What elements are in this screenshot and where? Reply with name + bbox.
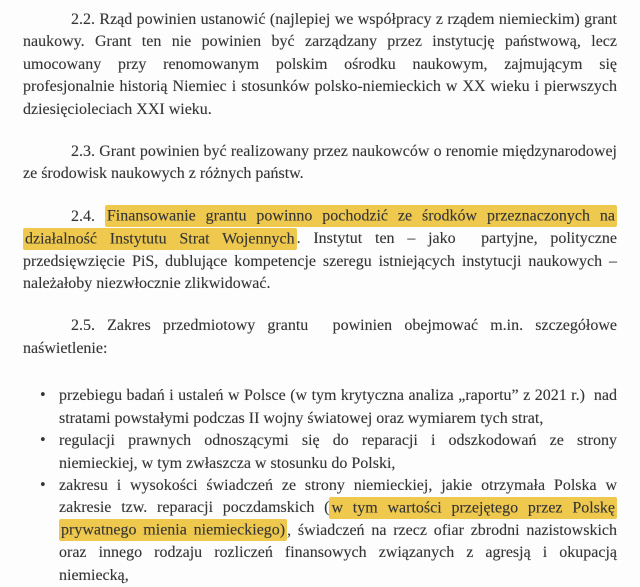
bullet-text — [59, 432, 617, 471]
text-run: . Instytut ten – jako partyjne, polityczne przedsięwzięcie PiS, dublujące kompetencje szeregu istniejących instytucji naukowych – należałoby niezwłocznie zlikwidować. — [23, 230, 618, 293]
text-run: zakresu i wysokości świadczeń ze strony niemieckiej, jakie otrzymała Polska w zakresie tzw. reparacji poczdamskich ( — [59, 476, 617, 517]
text-run: regulacji prawnych odnoszącymi się do reparacji i odszkodowań ze strony niemieckiej, w tym zwłaszcza w stosunku do Polski, — [59, 432, 617, 472]
bullet-text — [59, 387, 617, 426]
bullet-item-benefits-scope — [23, 475, 617, 587]
text-run: 2.2. Rząd powinien ustanowić (najlepiej we współpracy z rządem niemieckim) grant naukowy. Grant ten nie powinien być zarządzany przez instytucję państwową, lecz umocowany przy renomowanym polskim ośrodku naukowym, zajmującym się profesjonalnie historią Niemiec i stosunków polsko-niemieckich w XX wieku i pierwszych dziesięcioleciach XXI wieku. — [23, 11, 617, 118]
bullet-text — [59, 477, 617, 584]
bullet-item-legal-regulations — [23, 430, 617, 475]
bullet-dot-icon: • — [39, 477, 47, 493]
paragraph-2-3 — [23, 141, 617, 186]
text-run: , świadczeń na rzecz ofiar zbrodni nazistowskich oraz innego rodzaju rozliczeń finansowych związanych z agresją i okupacją niemiecką, — [59, 521, 617, 584]
bullet-item-research-findings — [23, 385, 617, 430]
paragraph-2-4 — [23, 206, 617, 296]
text-run: 2.5. Zakres przedmiotowy grantu powinien obejmować m.in. szczegółowe naświetlenie: — [23, 317, 617, 357]
text-run: przebiegu badań i ustaleń w Polsce (w tym krytyczna analiza „raportu” z 2021 r.) nad stratami powstałymi podczas II wojny światowej oraz wymiarem tych strat, — [59, 387, 617, 427]
bullet-list — [23, 385, 617, 587]
highlighted-text: w tym wartości przejętego przez Polskę prywatnego mienia niemieckiego) — [59, 497, 617, 541]
paragraph-2-5 — [23, 315, 617, 360]
bullet-dot-icon: • — [39, 388, 47, 404]
highlighted-text: Finansowanie grantu powinno pochodzić ze środków przeznaczonych na działalność Instytutu Strat Wojennych — [23, 205, 617, 249]
text-run: 2.4. — [71, 207, 105, 225]
bullet-dot-icon: • — [39, 433, 47, 449]
paragraph-2-2 — [23, 9, 617, 121]
text-run: 2.3. Grant powinien być realizowany przez naukowców o renomie międzynarodowej ze środowisk naukowych z różnych państw. — [23, 143, 617, 183]
